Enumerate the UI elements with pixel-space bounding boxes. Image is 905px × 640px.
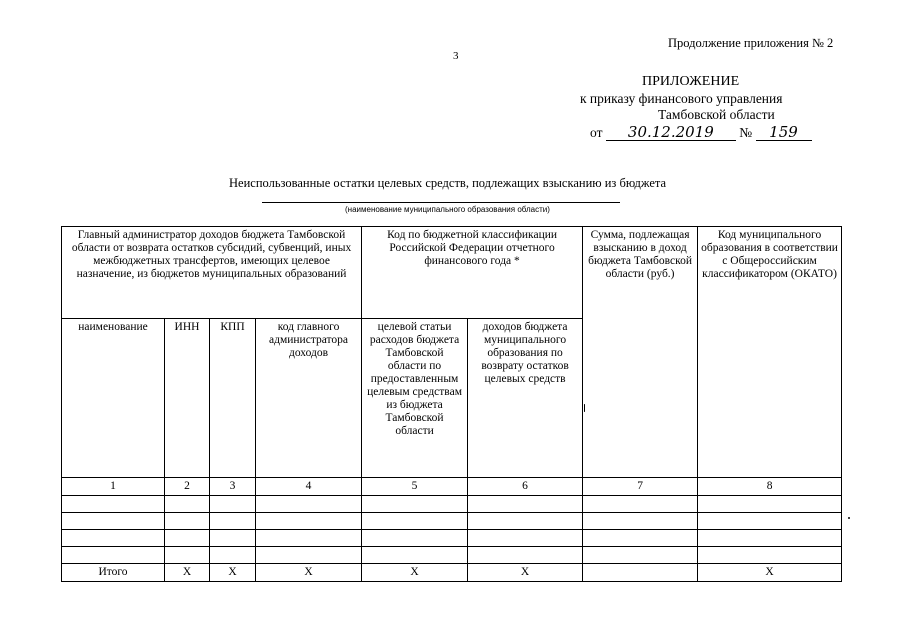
table-cell [62, 547, 165, 564]
column-number: 2 [165, 478, 210, 496]
header-okato: Код муниципального образования в соответствии с Общероссийским классификатором (ОКАТО) [698, 227, 842, 478]
underline-caption: (наименование муниципального образования области) [345, 205, 550, 214]
table-cell [698, 513, 842, 530]
table-cell [256, 496, 362, 513]
total-cell [583, 564, 698, 582]
order-date-line [590, 124, 812, 141]
table-cell [62, 530, 165, 547]
total-cell: X [165, 564, 210, 582]
table-cell [468, 496, 583, 513]
total-cell: X [256, 564, 362, 582]
date-prefix: от [590, 125, 603, 140]
table-cell [165, 513, 210, 530]
header-administrator: Главный администратор доходов бюджета Тамбовской области от возврата остатков субсидий, субвенций, иных межбюджетных трансфертов, имеющих целевое назначение, из бюджетов муниципальных образований [62, 227, 362, 319]
order-number: 159 [756, 124, 812, 141]
table-cell [583, 496, 698, 513]
appendix-region-line: Тамбовской области [658, 107, 775, 122]
table-row [62, 530, 842, 547]
column-number: 5 [362, 478, 468, 496]
table-cell [362, 513, 468, 530]
total-cell: X [362, 564, 468, 582]
appendix-title: ПРИЛОЖЕНИЕ [642, 74, 740, 89]
header-inn: ИНН [165, 319, 210, 478]
group-header-row [62, 227, 842, 319]
header-admin-code: код главного администратора доходов [256, 319, 362, 478]
table-cell [62, 513, 165, 530]
table-cell [583, 530, 698, 547]
order-date: 30.12.2019 [606, 124, 736, 141]
continuation-note: Продолжение приложения № 2 [668, 36, 834, 50]
table-cell [468, 513, 583, 530]
table-cell [165, 496, 210, 513]
municipality-name-underline [262, 202, 620, 203]
table-cell [165, 547, 210, 564]
table-cell [256, 530, 362, 547]
total-cell: X [468, 564, 583, 582]
table-cell [698, 547, 842, 564]
appendix-order-line: к приказу финансового управления [580, 91, 783, 106]
table-cell [256, 547, 362, 564]
table-row [62, 547, 842, 564]
table-cell [210, 547, 256, 564]
total-label: Итого [62, 564, 165, 582]
table-cell [210, 496, 256, 513]
column-number: 6 [468, 478, 583, 496]
page-number: 3 [453, 50, 459, 62]
table-cell [583, 547, 698, 564]
table-cell [165, 530, 210, 547]
header-amount: Сумма, подлежащая взысканию в доход бюджета Тамбовской области (руб.) [583, 227, 698, 478]
column-number: 8 [698, 478, 842, 496]
header-target-article: целевой статьи расходов бюджета Тамбовской области по предоставленным целевым средствам из бюджета Тамбовской области [362, 319, 468, 478]
column-number: 7 [583, 478, 698, 496]
table-cell [210, 530, 256, 547]
table-cell [256, 513, 362, 530]
column-number-row [62, 478, 842, 496]
header-kpp: КПП [210, 319, 256, 478]
table-row [62, 496, 842, 513]
total-cell: X [210, 564, 256, 582]
column-number: 3 [210, 478, 256, 496]
table-cell [362, 496, 468, 513]
table-cell [468, 530, 583, 547]
header-income: доходов бюджета муниципального образования по возврату остатков целевых средств [468, 319, 583, 478]
table-cell [583, 513, 698, 530]
table-cell [62, 496, 165, 513]
header-name: наименование [62, 319, 165, 478]
table-cell [362, 547, 468, 564]
column-number: 1 [62, 478, 165, 496]
table-cell [698, 496, 842, 513]
header-budget-code: Код по бюджетной классификации Российской Федерации отчетного финансового года * [362, 227, 583, 319]
table-cell [468, 547, 583, 564]
column-number: 4 [256, 478, 362, 496]
total-cell: X [698, 564, 842, 582]
document-title: Неиспользованные остатки целевых средств, подлежащих взысканию из бюджета [229, 176, 667, 190]
table-cell [698, 530, 842, 547]
table-cell [210, 513, 256, 530]
number-prefix: № [739, 125, 753, 140]
table-row [62, 513, 842, 530]
scan-speck [848, 517, 850, 519]
total-row [62, 564, 842, 582]
scan-speck [584, 404, 585, 412]
table-cell [362, 530, 468, 547]
residuals-table [61, 226, 842, 582]
